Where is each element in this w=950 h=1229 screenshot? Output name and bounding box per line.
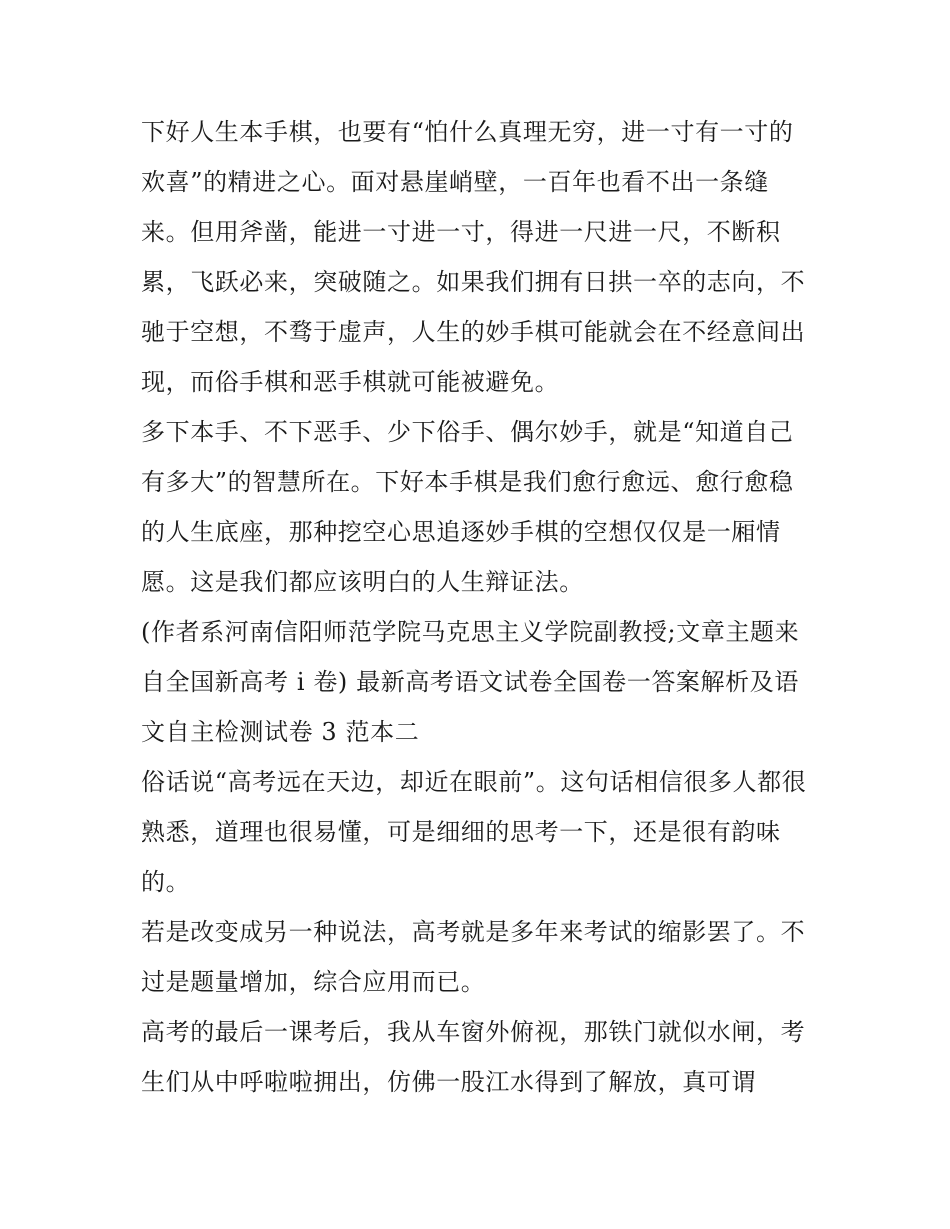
text-line: 多下本手、不下恶手、少下俗手、偶尔妙手，就是“知道自己 xyxy=(141,418,794,446)
text-line: 累，飞跃必来，突破随之。如果我们拥有日拱一卒的志向，不 xyxy=(141,268,806,296)
text-line: (作者系河南信阳师范学院马克思主义学院副教授;文章主题来 xyxy=(141,618,800,646)
text-line: 生们从中呼啦啦拥出，仿佛一股江水得到了解放，真可谓 xyxy=(141,1068,756,1096)
text-line: 过是题量增加，综合应用而已。 xyxy=(141,968,486,996)
body-text xyxy=(141,107,831,1107)
text-line: 俗话说“高考远在天边，却近在眼前”。这句话相信很多人都很 xyxy=(141,768,807,796)
text-line: 的人生底座，那种挖空心思追逐妙手棋的空想仅仅是一厢情 xyxy=(141,518,781,546)
text-line: 下好人生本手棋，也要有“怕什么真理无穷，进一寸有一寸的 xyxy=(141,118,794,146)
text-line: 熟悉，道理也很易懂，可是细细的思考一下，还是很有韵味 xyxy=(141,818,781,846)
text-line: 高考的最后一课考后，我从车窗外俯视，那铁门就似水闸，考 xyxy=(141,1018,806,1046)
text-line: 来。但用斧凿，能进一寸进一寸，得进一尺进一尺，不断积 xyxy=(141,218,781,246)
text-line: 欢喜”的精进之心。面对悬崖峭壁，一百年也看不出一条缝 xyxy=(141,168,769,196)
text-line: 现，而俗手棋和恶手棋就可能被避免。 xyxy=(141,368,560,396)
text-line: 愿。这是我们都应该明白的人生辩证法。 xyxy=(141,568,584,596)
text-line: 自全国新高考 i 卷) 最新高考语文试卷全国卷一答案解析及语 xyxy=(141,668,799,696)
text-line: 驰于空想，不骛于虚声，人生的妙手棋可能就会在不经意间出 xyxy=(141,318,806,346)
text-line: 若是改变成另一种说法，高考就是多年来考试的缩影罢了。不 xyxy=(141,918,806,946)
text-line: 的。 xyxy=(141,868,191,896)
text-line: 文自主检测试卷 3 范本二 xyxy=(141,718,420,746)
text-line: 有多大”的智慧所在。下好本手棋是我们愈行愈远、愈行愈稳 xyxy=(141,468,794,496)
